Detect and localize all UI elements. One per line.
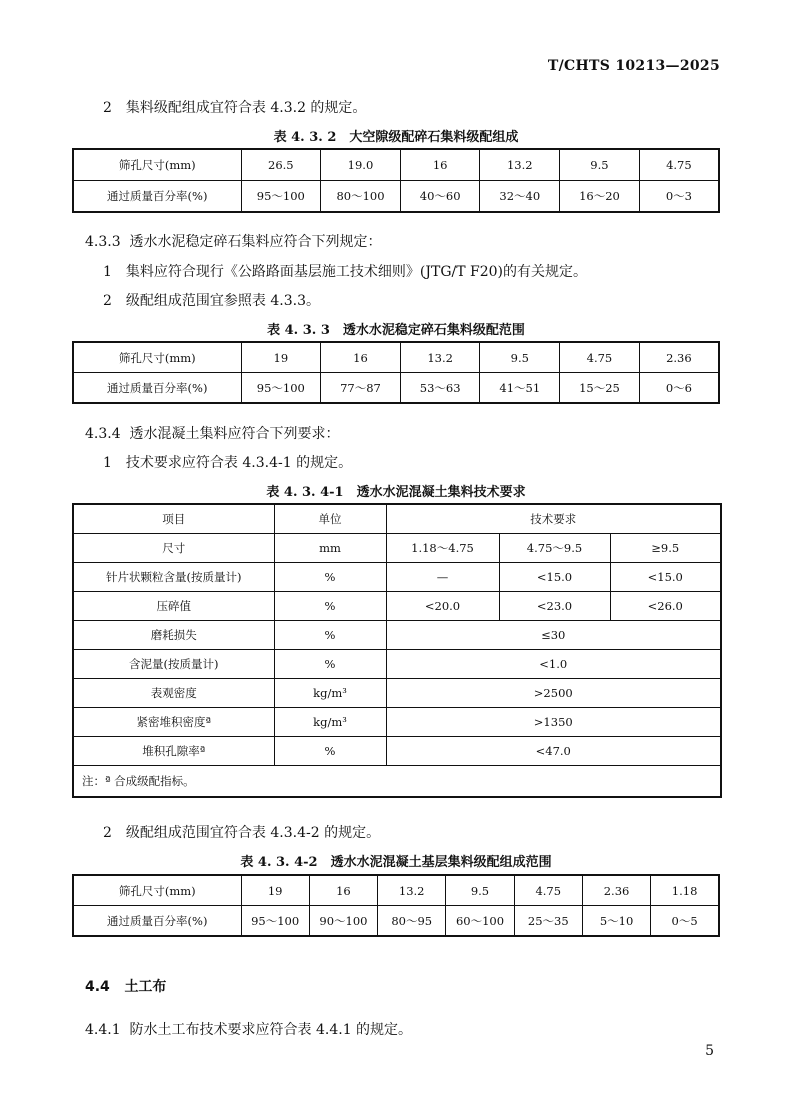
value-cell: 1.18～4.75 bbox=[386, 534, 499, 563]
passing-range: 60～100 bbox=[446, 906, 514, 937]
header-unit: 单位 bbox=[274, 504, 386, 534]
table-4-3-2-caption: 表 4. 3. 2 大空隙级配碎石集料级配组成 bbox=[273, 130, 519, 145]
unit-cell: % bbox=[274, 621, 386, 650]
header-requirement: 技术要求 bbox=[386, 504, 721, 534]
document-code: T/CHTS 10213—2025 bbox=[547, 58, 720, 74]
value-cell: >2500 bbox=[386, 679, 721, 708]
table-4-3-4-2-caption: 表 4. 3. 4-2 透水水泥混凝土基层集料级配组成范围 bbox=[240, 855, 552, 870]
sieve-size: 9.5 bbox=[480, 342, 560, 373]
passing-range: 16～20 bbox=[560, 181, 640, 213]
table-row bbox=[73, 563, 721, 592]
value-cell: <23.0 bbox=[499, 592, 610, 621]
clause-number: 4.3.4 bbox=[85, 426, 121, 442]
table-note: 注：ª 合成级配指标。 bbox=[73, 766, 721, 798]
passing-range: 0～6 bbox=[639, 373, 719, 404]
passing-range: 80～95 bbox=[378, 906, 446, 937]
clause-4-3-2-item-2: 2 集料级配组成宜符合表 4.3.2 的规定。 bbox=[103, 100, 367, 116]
item-cell: 磨耗损失 bbox=[73, 621, 274, 650]
clause-text: 透水水泥稳定碎石集料应符合下列规定： bbox=[129, 234, 382, 250]
row-label: 通过质量百分率(%) bbox=[73, 373, 241, 404]
unit-cell: % bbox=[274, 737, 386, 766]
table-row bbox=[73, 592, 721, 621]
item-cell: 尺寸 bbox=[73, 534, 274, 563]
table-4-3-3 bbox=[72, 341, 720, 404]
item-cell: 针片状颗粒含量(按质量计) bbox=[73, 563, 274, 592]
clause-text: 透水混凝土集料应符合下列要求： bbox=[129, 426, 340, 442]
passing-range: 25～35 bbox=[514, 906, 582, 937]
sieve-size: 9.5 bbox=[560, 149, 640, 181]
item-cell: 含泥量(按质量计) bbox=[73, 650, 274, 679]
clause-4-3-4-item-2: 2 级配组成范围宜符合表 4.3.4-2 的规定。 bbox=[103, 825, 381, 841]
unit-cell: mm bbox=[274, 534, 386, 563]
sieve-size: 16 bbox=[309, 875, 377, 906]
sieve-size: 9.5 bbox=[446, 875, 514, 906]
table-row bbox=[73, 149, 719, 181]
passing-range: 53～63 bbox=[400, 373, 480, 404]
table-row bbox=[73, 708, 721, 737]
clause-4-3-4 bbox=[85, 423, 340, 443]
passing-range: 0～3 bbox=[639, 181, 719, 213]
sieve-size: 13.2 bbox=[378, 875, 446, 906]
table-header-row bbox=[73, 504, 721, 534]
passing-range: 95～100 bbox=[241, 181, 321, 213]
sieve-size: 19.0 bbox=[321, 149, 401, 181]
section-title: 土工布 bbox=[124, 979, 167, 995]
item-cell: 堆积孔隙率ª bbox=[73, 737, 274, 766]
value-cell: <15.0 bbox=[610, 563, 721, 592]
section-4-4-heading bbox=[85, 976, 166, 996]
passing-range: 41～51 bbox=[480, 373, 560, 404]
sieve-size: 2.36 bbox=[582, 875, 650, 906]
item-cell: 紧密堆积密度ª bbox=[73, 708, 274, 737]
passing-range: 15～25 bbox=[560, 373, 640, 404]
table-row bbox=[73, 906, 719, 937]
sieve-size: 13.2 bbox=[400, 342, 480, 373]
value-cell: ≤30 bbox=[386, 621, 721, 650]
sieve-size: 19 bbox=[241, 875, 309, 906]
table-row bbox=[73, 181, 719, 213]
row-label: 筛孔尺寸(mm) bbox=[73, 149, 241, 181]
value-cell: <1.0 bbox=[386, 650, 721, 679]
passing-range: 95～100 bbox=[241, 373, 321, 404]
value-cell: ≥9.5 bbox=[610, 534, 721, 563]
item-cell: 表观密度 bbox=[73, 679, 274, 708]
unit-cell: kg/m³ bbox=[274, 679, 386, 708]
clause-4-3-3-item-1: 1 集料应符合现行《公路路面基层施工技术细则》(JTG/T F20)的有关规定。 bbox=[103, 264, 587, 280]
value-cell: <26.0 bbox=[610, 592, 721, 621]
table-4-3-4-2 bbox=[72, 874, 720, 937]
table-4-3-4-1-caption: 表 4. 3. 4-1 透水水泥混凝土集料技术要求 bbox=[266, 485, 526, 500]
value-cell: <20.0 bbox=[386, 592, 499, 621]
passing-range: 90～100 bbox=[309, 906, 377, 937]
sieve-size: 16 bbox=[321, 342, 401, 373]
sieve-size: 16 bbox=[400, 149, 480, 181]
passing-range: 77～87 bbox=[321, 373, 401, 404]
table-4-3-2 bbox=[72, 148, 720, 213]
sieve-size: 13.2 bbox=[480, 149, 560, 181]
sieve-size: 26.5 bbox=[241, 149, 321, 181]
table-row bbox=[73, 342, 719, 373]
passing-range: 0～5 bbox=[651, 906, 719, 937]
clause-4-4-1 bbox=[85, 1019, 412, 1039]
unit-cell: % bbox=[274, 650, 386, 679]
sieve-size: 4.75 bbox=[560, 342, 640, 373]
table-row bbox=[73, 737, 721, 766]
unit-cell: kg/m³ bbox=[274, 708, 386, 737]
table-4-3-3-caption: 表 4. 3. 3 透水水泥稳定碎石集料级配范围 bbox=[267, 323, 525, 338]
section-number: 4.4 bbox=[85, 979, 110, 995]
sieve-size: 4.75 bbox=[514, 875, 582, 906]
value-cell: <15.0 bbox=[499, 563, 610, 592]
table-row bbox=[73, 679, 721, 708]
clause-4-3-4-item-1: 1 技术要求应符合表 4.3.4-1 的规定。 bbox=[103, 455, 353, 471]
sieve-size: 1.18 bbox=[651, 875, 719, 906]
passing-range: 95～100 bbox=[241, 906, 309, 937]
passing-range: 40～60 bbox=[400, 181, 480, 213]
passing-range: 32～40 bbox=[480, 181, 560, 213]
passing-range: 80～100 bbox=[321, 181, 401, 213]
clause-4-3-3-item-2: 2 级配组成范围宜参照表 4.3.3。 bbox=[103, 293, 320, 309]
table-row bbox=[73, 650, 721, 679]
table-row bbox=[73, 373, 719, 404]
table-4-3-4-1 bbox=[72, 503, 722, 798]
clause-text: 防水土工布技术要求应符合表 4.4.1 的规定。 bbox=[129, 1022, 413, 1038]
row-label: 通过质量百分率(%) bbox=[73, 181, 241, 213]
header-item: 项目 bbox=[73, 504, 274, 534]
table-row bbox=[73, 875, 719, 906]
unit-cell: % bbox=[274, 592, 386, 621]
row-label: 筛孔尺寸(mm) bbox=[73, 875, 241, 906]
value-cell: 4.75～9.5 bbox=[499, 534, 610, 563]
table-row bbox=[73, 621, 721, 650]
clause-number: 4.4.1 bbox=[85, 1022, 121, 1038]
table-row bbox=[73, 534, 721, 563]
value-cell: >1350 bbox=[386, 708, 721, 737]
page-number: 5 bbox=[705, 1043, 714, 1059]
clause-4-3-3 bbox=[85, 231, 382, 251]
sieve-size: 4.75 bbox=[639, 149, 719, 181]
unit-cell: % bbox=[274, 563, 386, 592]
value-cell: <47.0 bbox=[386, 737, 721, 766]
item-cell: 压碎值 bbox=[73, 592, 274, 621]
clause-number: 4.3.3 bbox=[85, 234, 121, 250]
sieve-size: 2.36 bbox=[639, 342, 719, 373]
row-label: 通过质量百分率(%) bbox=[73, 906, 241, 937]
sieve-size: 19 bbox=[241, 342, 321, 373]
value-cell: — bbox=[386, 563, 499, 592]
passing-range: 5～10 bbox=[582, 906, 650, 937]
row-label: 筛孔尺寸(mm) bbox=[73, 342, 241, 373]
table-note-row bbox=[73, 766, 721, 798]
